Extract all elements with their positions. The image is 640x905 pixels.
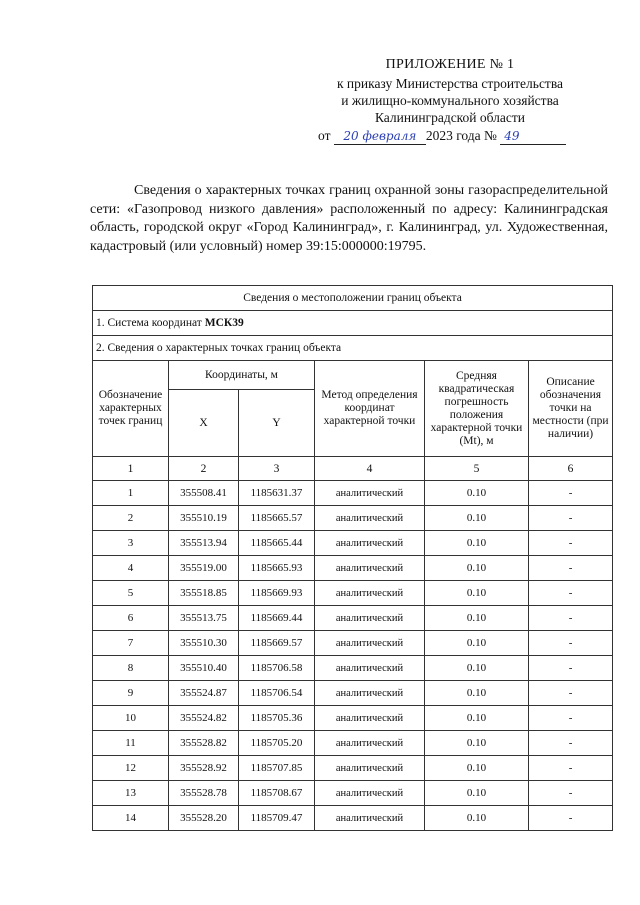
- y-coordinate-cell: 1185631.37: [239, 481, 315, 506]
- y-coordinate-cell: 1185706.54: [239, 681, 315, 706]
- method-cell: аналитический: [315, 781, 425, 806]
- coord-system-value: МСК39: [204, 317, 244, 329]
- appendix-header: [300, 56, 600, 126]
- intro-paragraph: Сведения о характерных точках границ охранной зоны газораспределительной сети: «Газопровод низкого давления» расположенный по адресу: Калининградская область, городской округ «Город Калининград», г. Калининград, ул. Художественная, кадастровый (или условный) номер 39:15:000000:19795.: [90, 183, 608, 254]
- x-coordinate-cell: 355519.00: [169, 556, 239, 581]
- table-row: [93, 556, 613, 581]
- x-coordinate-cell: 355513.94: [169, 531, 239, 556]
- point-number-cell: 7: [93, 631, 169, 656]
- order-number-handwritten: 49: [504, 129, 520, 143]
- description-cell: -: [529, 606, 613, 631]
- column-number: 4: [315, 457, 425, 481]
- method-cell: аналитический: [315, 581, 425, 606]
- table-row: [93, 481, 613, 506]
- error-cell: 0.10: [425, 656, 529, 681]
- x-coordinate-cell: 355510.40: [169, 656, 239, 681]
- error-cell: 0.10: [425, 706, 529, 731]
- appendix-line-1: к приказу Министерства строительства: [336, 76, 564, 91]
- header-x: X: [169, 390, 239, 457]
- point-number-cell: 3: [93, 531, 169, 556]
- description-cell: -: [529, 706, 613, 731]
- y-coordinate-cell: 1185708.67: [239, 781, 315, 806]
- x-coordinate-cell: 355524.82: [169, 706, 239, 731]
- description-cell: -: [529, 506, 613, 531]
- description-cell: -: [529, 806, 613, 831]
- y-coordinate-cell: 1185669.44: [239, 606, 315, 631]
- x-coordinate-cell: 355513.75: [169, 606, 239, 631]
- y-coordinate-cell: 1185665.44: [239, 531, 315, 556]
- description-cell: -: [529, 556, 613, 581]
- order-date-handwritten: 20 февраля: [343, 129, 417, 143]
- point-number-cell: 14: [93, 806, 169, 831]
- description-cell: -: [529, 581, 613, 606]
- y-coordinate-cell: 1185706.58: [239, 656, 315, 681]
- order-line: [318, 128, 566, 145]
- column-number: 6: [529, 457, 613, 481]
- point-number-cell: 13: [93, 781, 169, 806]
- x-coordinate-cell: 355524.87: [169, 681, 239, 706]
- x-coordinate-cell: 355510.30: [169, 631, 239, 656]
- table-row: [93, 581, 613, 606]
- appendix-line-2: и жилищно-коммунального хозяйства: [341, 93, 559, 108]
- order-prefix: от: [318, 128, 331, 143]
- x-coordinate-cell: 355528.82: [169, 731, 239, 756]
- x-coordinate-cell: 355518.85: [169, 581, 239, 606]
- error-cell: 0.10: [425, 506, 529, 531]
- y-coordinate-cell: 1185665.57: [239, 506, 315, 531]
- point-number-cell: 2: [93, 506, 169, 531]
- point-number-cell: 8: [93, 656, 169, 681]
- appendix-line-3: Калининградской области: [374, 110, 526, 125]
- error-cell: 0.10: [425, 731, 529, 756]
- table-row: [93, 706, 613, 731]
- appendix-title: ПРИЛОЖЕНИЕ № 1: [385, 57, 515, 72]
- point-number-cell: 1: [93, 481, 169, 506]
- error-cell: 0.10: [425, 581, 529, 606]
- y-coordinate-cell: 1185669.57: [239, 631, 315, 656]
- method-cell: аналитический: [315, 506, 425, 531]
- header-point: Обозначение характерных точек границ: [93, 361, 169, 457]
- method-cell: аналитический: [315, 731, 425, 756]
- table-row: [93, 806, 613, 831]
- table-row: [93, 656, 613, 681]
- header-error: Средняя квадратическая погрешность положения характерной точки (Mt), м: [425, 361, 529, 457]
- table-row: [93, 606, 613, 631]
- header-method: Метод определения координат характерной точки: [315, 361, 425, 457]
- method-cell: аналитический: [315, 756, 425, 781]
- error-cell: 0.10: [425, 481, 529, 506]
- coord-system-label: 1. Система координат: [96, 317, 202, 329]
- error-cell: 0.10: [425, 556, 529, 581]
- description-cell: -: [529, 631, 613, 656]
- column-numbers-row: [93, 457, 613, 481]
- point-number-cell: 11: [93, 731, 169, 756]
- header-description: Описание обозначения точки на местности (при наличии): [529, 361, 613, 457]
- method-cell: аналитический: [315, 531, 425, 556]
- y-coordinate-cell: 1185669.93: [239, 581, 315, 606]
- order-number-blank: [500, 128, 566, 145]
- description-cell: -: [529, 681, 613, 706]
- point-number-cell: 10: [93, 706, 169, 731]
- error-cell: 0.10: [425, 781, 529, 806]
- method-cell: аналитический: [315, 556, 425, 581]
- description-cell: -: [529, 781, 613, 806]
- table-row: [93, 531, 613, 556]
- point-number-cell: 9: [93, 681, 169, 706]
- table-row: [93, 731, 613, 756]
- column-number: 2: [169, 457, 239, 481]
- column-number: 5: [425, 457, 529, 481]
- description-cell: -: [529, 481, 613, 506]
- table-rows: [93, 481, 613, 831]
- error-cell: 0.10: [425, 756, 529, 781]
- x-coordinate-cell: 355528.20: [169, 806, 239, 831]
- description-cell: -: [529, 731, 613, 756]
- table-row: [93, 756, 613, 781]
- description-cell: -: [529, 531, 613, 556]
- column-number: 1: [93, 457, 169, 481]
- method-cell: аналитический: [315, 631, 425, 656]
- order-date-blank: [334, 128, 426, 145]
- method-cell: аналитический: [315, 606, 425, 631]
- y-coordinate-cell: 1185705.20: [239, 731, 315, 756]
- y-coordinate-cell: 1185705.36: [239, 706, 315, 731]
- table-row: [93, 781, 613, 806]
- header-y: Y: [239, 390, 315, 457]
- table-caption: Сведения о местоположении границ объекта: [93, 286, 613, 311]
- header-coords: Координаты, м: [169, 361, 315, 390]
- section-2-heading: 2. Сведения о характерных точках границ объекта: [93, 336, 613, 361]
- point-number-cell: 5: [93, 581, 169, 606]
- point-number-cell: 6: [93, 606, 169, 631]
- y-coordinate-cell: 1185665.93: [239, 556, 315, 581]
- table-row: [93, 506, 613, 531]
- method-cell: аналитический: [315, 656, 425, 681]
- y-coordinate-cell: 1185709.47: [239, 806, 315, 831]
- method-cell: аналитический: [315, 681, 425, 706]
- method-cell: аналитический: [315, 706, 425, 731]
- table-row: [93, 631, 613, 656]
- y-coordinate-cell: 1185707.85: [239, 756, 315, 781]
- description-cell: -: [529, 756, 613, 781]
- error-cell: 0.10: [425, 631, 529, 656]
- error-cell: 0.10: [425, 681, 529, 706]
- x-coordinate-cell: 355508.41: [169, 481, 239, 506]
- x-coordinate-cell: 355528.92: [169, 756, 239, 781]
- point-number-cell: 4: [93, 556, 169, 581]
- x-coordinate-cell: 355528.78: [169, 781, 239, 806]
- error-cell: 0.10: [425, 606, 529, 631]
- method-cell: аналитический: [315, 481, 425, 506]
- method-cell: аналитический: [315, 806, 425, 831]
- coord-system-row: [93, 311, 613, 336]
- description-cell: -: [529, 656, 613, 681]
- error-cell: 0.10: [425, 531, 529, 556]
- point-number-cell: 12: [93, 756, 169, 781]
- column-number: 3: [239, 457, 315, 481]
- table-row: [93, 681, 613, 706]
- boundary-points-table: [92, 285, 613, 831]
- x-coordinate-cell: 355510.19: [169, 506, 239, 531]
- error-cell: 0.10: [425, 806, 529, 831]
- order-year-text: 2023 года №: [425, 128, 497, 143]
